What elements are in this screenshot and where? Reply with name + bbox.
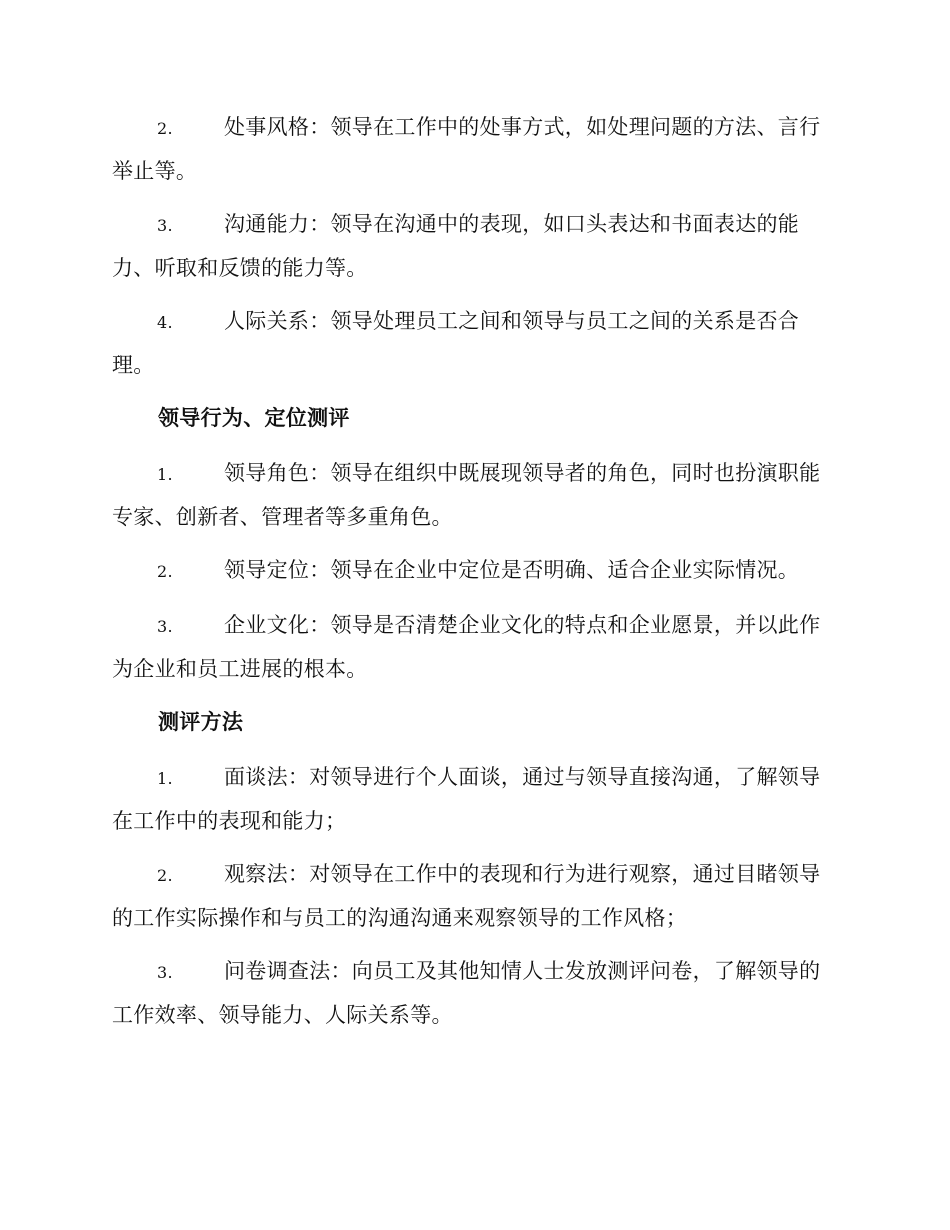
item-text: 处事风格：领导在工作中的处事方式，如处理问题的方法、言行举止等。 <box>112 115 821 183</box>
item-number: 3. <box>157 963 173 982</box>
list-item <box>112 549 840 593</box>
item-number: 2. <box>157 562 173 581</box>
item-text: 领导定位：领导在企业中定位是否明确、适合企业实际情况。 <box>224 558 800 582</box>
item-number: 3. <box>157 617 173 636</box>
item-text: 面谈法：对领导进行个人面谈，通过与领导直接沟通，了解领导在工作中的表现和能力； <box>112 765 821 833</box>
item-text: 企业文化：领导是否清楚企业文化的特点和企业愿景，并以此作为企业和员工进展的根本。 <box>112 613 821 681</box>
list-item <box>112 950 840 1036</box>
list-item <box>112 853 840 939</box>
list-item <box>112 452 840 538</box>
list-item <box>112 300 840 386</box>
item-text: 观察法：对领导在工作中的表现和行为进行观察，通过目睹领导的工作实际操作和与员工的沟通沟通来观察领导的工作风格； <box>112 862 821 930</box>
item-number: 4. <box>157 313 173 332</box>
list-item <box>112 106 840 192</box>
item-number: 3. <box>157 216 173 235</box>
item-number: 2. <box>157 119 173 138</box>
item-text: 领导角色：领导在组织中既展现领导者的角色，同时也扮演职能专家、创新者、管理者等多重角色。 <box>112 461 821 529</box>
section-heading: 领导行为、定位测评 <box>158 405 350 430</box>
section-heading: 测评方法 <box>158 709 244 734</box>
item-text: 人际关系：领导处理员工之间和领导与员工之间的关系是否合理。 <box>112 309 800 377</box>
item-text: 问卷调查法：向员工及其他知情人士发放测评问卷，了解领导的工作效率、领导能力、人际关系等。 <box>112 959 821 1027</box>
list-item <box>112 203 840 289</box>
list-item <box>112 604 840 690</box>
item-number: 1. <box>157 769 173 788</box>
item-number: 1. <box>157 465 173 484</box>
item-number: 2. <box>157 866 173 885</box>
item-text: 沟通能力：领导在沟通中的表现，如口头表达和书面表达的能力、听取和反馈的能力等。 <box>112 212 800 280</box>
list-item <box>112 756 840 842</box>
